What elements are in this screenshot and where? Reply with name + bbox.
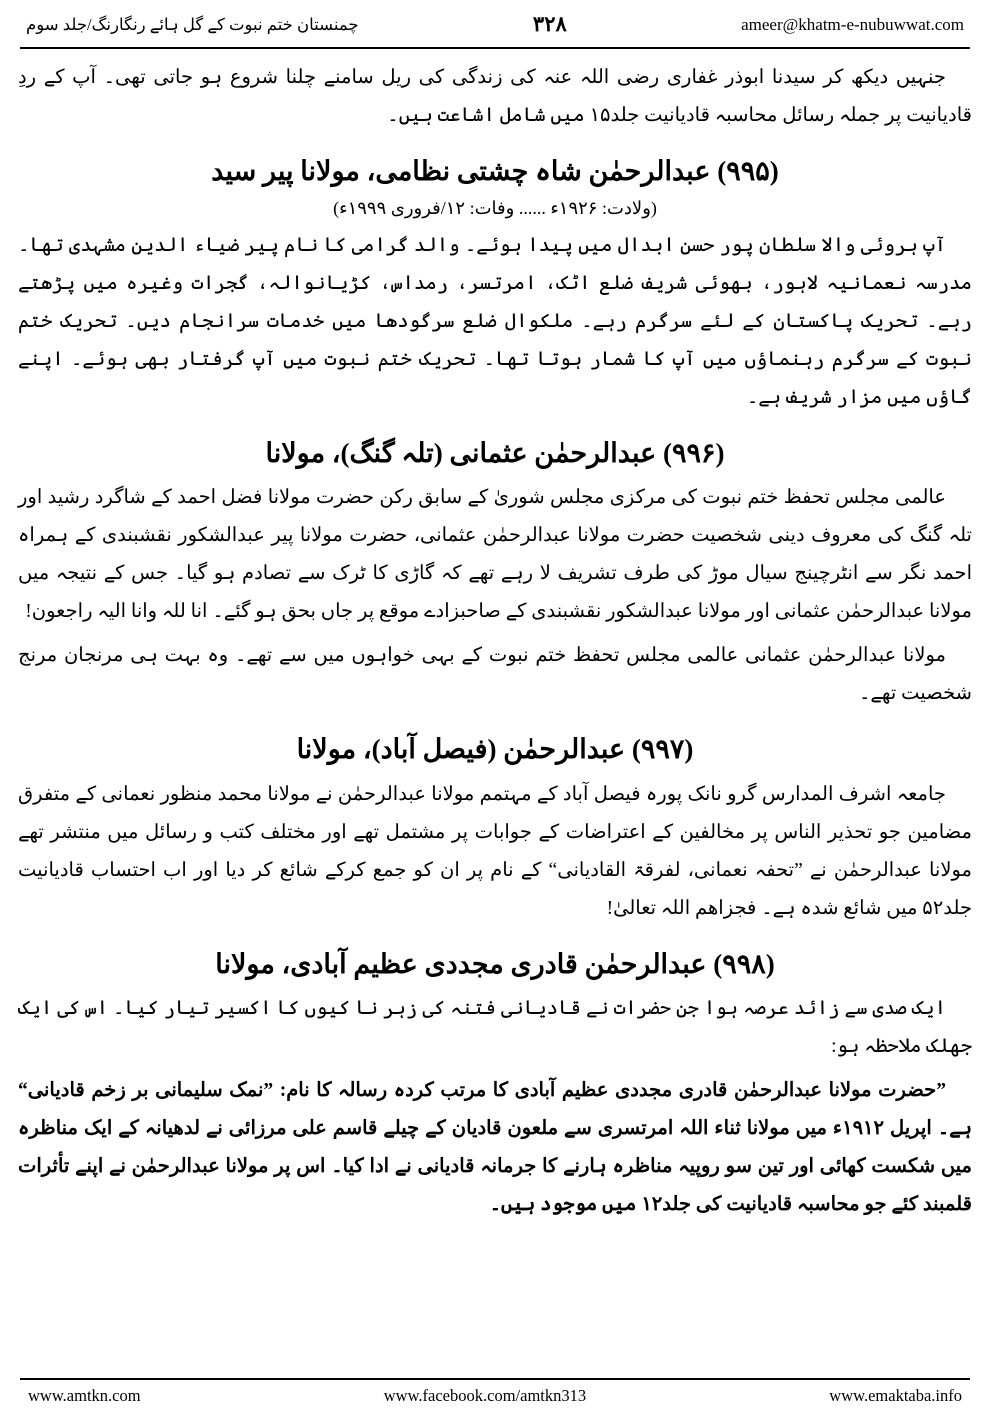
entry-body-996-p1: عالمی مجلس تحفظ ختم نبوت کی مرکزی مجلس شوریٰ کے سابق رکن حضرت مولانا فضل احمد کے شاگرد رشید اور تلہ گنگ کی معروف دینی شخصیت حضرت مولانا عبدالرحمٰن عثمانی، حضرت مولانا پیر عبدالشکور نقشبندی کے ہمراہ احمد نگر سے انٹرچینج سیال موڑ کی طرف تشریف لا رہے تھے کہ گاڑی کا ٹرک سے تصادم ہو گیا۔ جس کے نتیجہ میں مولانا عبدالرحمٰن عثمانی اور مولانا عبدالشکور نقشبندی کے صاحبزادے موقع پر جاں بحق ہو گئے۔ انا للہ وانا الیہ راجعون! — [18, 487, 972, 623]
entry-number-998: (۹۹۸) — [713, 948, 775, 979]
entry-number-996: (۹۹۶) — [662, 437, 725, 468]
entry-body-998-p1: ایک صدی سے زائد عرصہ ہوا جن حضرات نے قادیانی فتنہ کی زہر نا کیوں کا اکسیر تیار کیا۔ اس کی ایک جھلک ملاحظہ ہو: — [18, 998, 972, 1058]
footer-divider — [20, 1378, 970, 1380]
entry-heading-997 — [18, 729, 972, 770]
footer-website-link[interactable]: www.amtkn.com — [28, 1386, 141, 1405]
entry-body-998-p2: ”حضرت مولانا عبدالرحمٰن قادری مجددی عظیم آبادی کا مرتب کردہ رسالہ کا نام: ”نمک سلیمانی بر زخم قادیانی“ ہے۔ اپریل ۱۹۱۲ء میں مولانا ثناء اللہ امرتسری سے ملعون قادیان کے چیلے قاسم علی مرزائی نے لدھیانہ کے ایک مناظرہ میں شکست کھائی اور تین سو روپیہ مناظرہ ہارنے کا جرمانہ قادیانی نے ادا کیا۔ اس پر مولانا عبدالرحمٰن نے اپنے تأثرات قلمبند کئے جو محاسبہ قادیانیت کی جلد۱۲ میں موجود ہیں۔ — [18, 1080, 973, 1216]
entry-title-995: عبدالرحمٰن شاہ چشتی نظامی، مولانا پیر سید — [211, 156, 711, 187]
entry-body-995-p1: آپ ہروئی والا سلطان پور حسن ابدال میں پیدا ہوئے۔ والد گرامی کا نام پیر ضیاء الدین مشہدی تھا۔ مدرسہ نعمانیہ لاہور، بھوئی شریف ضلع اٹک، امرتسر، رمداس، کڑیانوالہ، گجرات وغیرہ میں پڑھتے رہے۔ تحریک پاکستان کے لئے سرگرم رہے۔ ملکوال ضلع سرگودھا میں خدمات سرانجام دیں۔ تحریک ختم نبوت کے سرگرم رہنماؤں میں آپ کا شمار ہوتا تھا۔ تحریک ختم نبوت میں آپ گرفتار بھی ہوئے۔ اپنے گاؤں میں مزار شریف ہے۔ — [18, 234, 972, 408]
header-book-title: چمنستان ختم نبوت کے گل ہائے رنگارنگ/جلد سوم — [26, 14, 359, 34]
page-header — [18, 0, 972, 43]
entry-heading-995 — [18, 151, 972, 192]
entry-body-997-p1: جامعہ اشرف المدارس گرو نانک پورہ فیصل آباد کے مہتمم مولانا عبدالرحمٰن نے مولانا محمد منظور نعمانی کے متفرق مضامین جو تحذیر الناس پر مخالفین کے اعتراضات کے جوابات پر مشتمل تھے اور مختلف کتب و رسائل میں منتشر تھے مولانا عبدالرحمٰن نے ”تحفہ نعمانی، لفرقۃ القادیانی“ کے نام پر ان کو جمع کرکے شائع کر دیا اور اب احتساب قادیانیت جلد۵۲ میں شائع شدہ ہے۔ فجزاھم اللہ تعالیٰ! — [18, 783, 972, 919]
entry-heading-998 — [18, 944, 972, 985]
entry-number-997: (۹۹۷) — [631, 734, 694, 765]
page-number: ۳۲۸ — [532, 12, 567, 36]
page-footer — [18, 1378, 972, 1406]
footer-emaktaba-link[interactable]: www.emaktaba.info — [829, 1386, 962, 1405]
entry-body-996-p2: مولانا عبدالرحمٰن عثمانی عالمی مجلس تحفظ ختم نبوت کے بہی خواہوں میں سے تھے۔ وہ بہت ہی مرنجان مرنج شخصیت تھے۔ — [18, 645, 972, 705]
header-divider — [20, 47, 970, 49]
entry-number-995: (۹۹۵) — [717, 156, 779, 187]
entry-heading-996 — [18, 433, 972, 474]
header-email: ameer@khatm-e-nubuwwat.com — [741, 14, 964, 34]
entry-title-997: عبدالرحمٰن (فیصل آباد)، مولانا — [296, 734, 626, 765]
entry-title-998: عبدالرحمٰن قادری مجددی عظیم آبادی، مولانا — [215, 948, 707, 979]
page-content — [18, 59, 972, 1224]
footer-facebook-link[interactable]: www.facebook.com/amtkn313 — [383, 1386, 587, 1405]
entry-title-996: عبدالرحمٰن عثمانی (تلہ گنگ)، مولانا — [265, 437, 657, 468]
intro-paragraph: جنہیں دیکھ کر سیدنا ابوذر غفاری رضی اللہ عنہ کی زندگی کی ریل سامنے چلنا شروع ہو جاتی تھی۔ آپ کے ردِ قادیانیت پر جملہ رسائل محاسبہ قادیانیت جلد۱۵ میں شامل اشاعت ہیں۔ — [18, 67, 972, 127]
entry-dates-995: (ولادت: ۱۹۲۶ء ...... وفات: ۱۲/فروری ۱۹۹۹ء) — [333, 197, 657, 218]
